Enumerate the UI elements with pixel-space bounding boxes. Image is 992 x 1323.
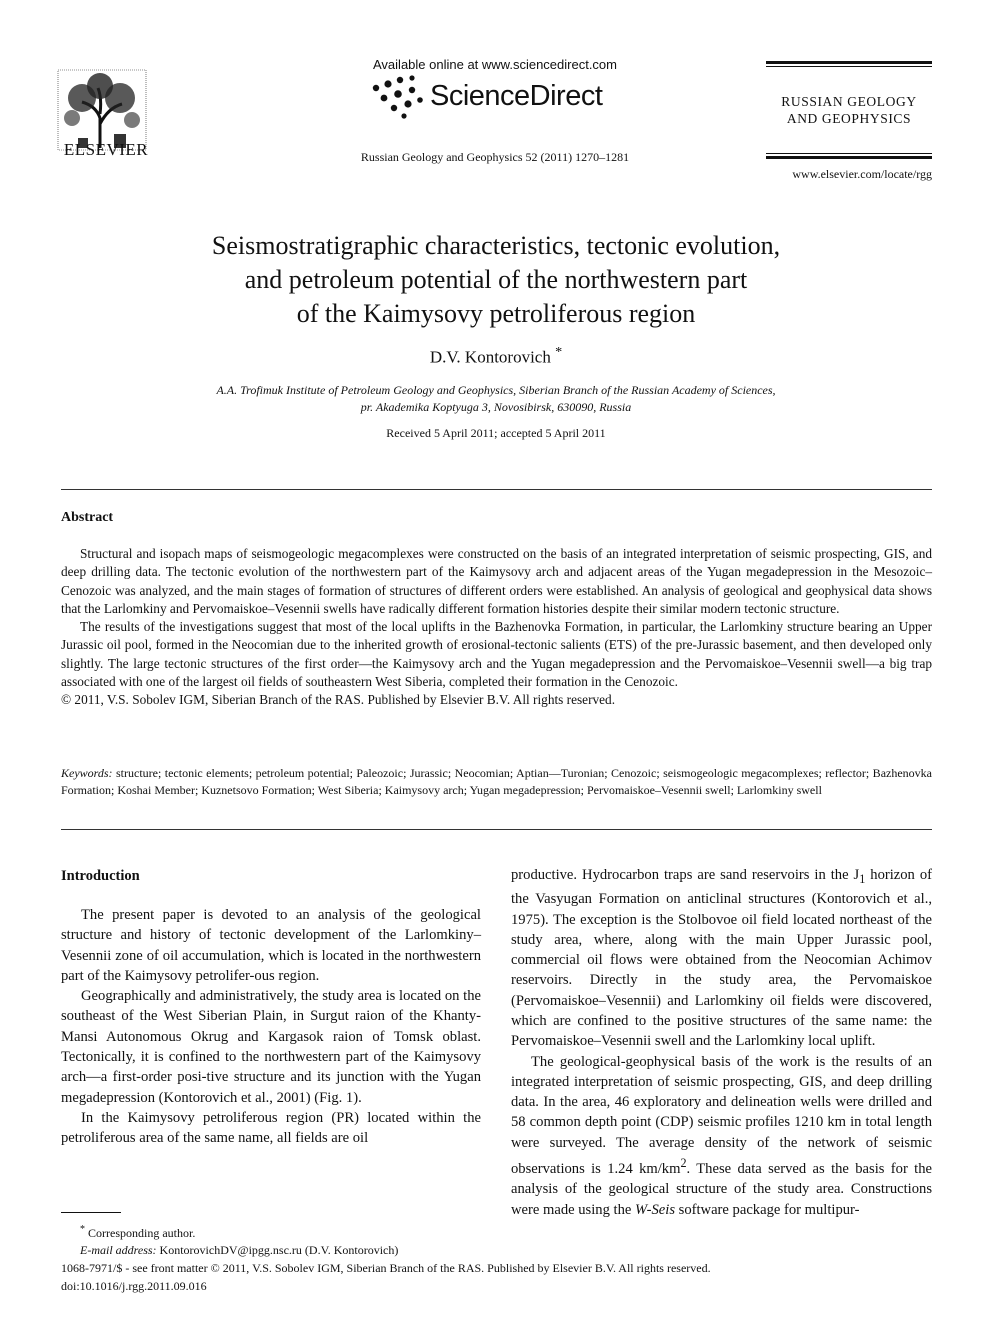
received-dates: Received 5 April 2011; accepted 5 April 2011 <box>386 426 606 440</box>
email-address[interactable]: KontorovichDV@ipgg.nsc.ru (D.V. Kontorovich) <box>159 1243 399 1257</box>
journal-citation: Russian Geology and Geophysics 52 (2011) 1270–1281 <box>360 150 630 164</box>
abstract-heading: Abstract <box>61 510 114 525</box>
body-paragraph: The present paper is devoted to an analysis of the geological structure and history of tectonic development of the Larlomkiny–Vesennii zone of oil accumulation, which is located in the northwestern part of the Kaimysovy petrolifer-ous region. <box>61 907 481 984</box>
journal-url-link[interactable]: www.elsevier.com/locate/rgg <box>792 167 932 181</box>
email-label: E-mail address: <box>80 1243 157 1257</box>
sciencedirect-dots-icon <box>370 74 430 120</box>
footnote <box>61 1221 501 1259</box>
journal-name-line: RUSSIAN GEOLOGY <box>781 94 917 109</box>
footnote-line <box>61 1221 501 1242</box>
body-paragraph <box>511 1052 932 1220</box>
corresponding-author-note: Corresponding author. <box>88 1226 196 1240</box>
title-line: Seismostratigraphic characteristics, tectonic evolution, <box>211 231 781 260</box>
front-matter <box>61 1260 932 1295</box>
abstract-paragraph: The results of the investigations suggest that most of the local uplifts in the Bazhenovka Formation, in particular, the Larlomkiny structure bearing an Upper Jurassic oil pool, formed in the Neocomian due to the inherited growth of erosional-tectonic salients (ETS) of the pre-Jurassic basement, and then developed only slightly. The large tectonic structures of the first order—the Kaimysovy arch and the Yugan megadepression and the Pervomaiskoe–Vesennii swell—a big trap associated with one of the largest oil fields of southeastern West Siberia, completed their formation in the Cenozoic. <box>61 619 932 690</box>
keywords-label: Keywords: <box>61 766 113 780</box>
keywords-list: structure; tectonic elements; petroleum potential; Paleozoic; Jurassic; Neocomian; Aptian—Turonian; Cenozoic; seismogeologic megacomplexes; reflector; Bazhenovka Formation; Koshai Member; Kuznetsovo Formation; West Siberia; Kaimysovy arch; Yugan megadepression; Pervomaiskoe–Vesennii swell; Larlomkiny swell <box>61 766 932 797</box>
section-divider <box>61 489 932 490</box>
introduction-heading: Introduction <box>61 868 140 884</box>
text-run: . These data served as the basis for the analysis of the geological structure of the study area. Constructions were made using the <box>511 1160 932 1218</box>
keywords <box>61 765 932 798</box>
text-run: software package for multipur- <box>675 1201 860 1218</box>
copyright-line: © 2011, V.S. Sobolev IGM, Siberian Branch of the RAS. Published by Elsevier B.V. All rights reserved. <box>61 692 616 708</box>
body-paragraph <box>511 865 932 1052</box>
sciencedirect-wordmark: ScienceDirect <box>430 80 603 112</box>
affiliation <box>100 382 892 416</box>
header-rule <box>766 66 932 67</box>
left-column <box>61 905 481 1149</box>
corresponding-author-mark[interactable]: * <box>555 344 563 360</box>
journal-name <box>766 93 932 127</box>
text-run: productive. Hydrocarbon traps are sand reservoirs in the J <box>511 867 860 883</box>
issn-line: 1068-7971/$ - see front matter © 2011, V.S. Sobolev IGM, Siberian Branch of the RAS. Published by Elsevier B.V. All rights reserved. <box>61 1261 711 1275</box>
abstract-body <box>61 545 932 710</box>
footnote-mark: * <box>80 1224 85 1235</box>
text-run: horizon of the Vasyugan Formation on anticlinal structures (Kontorovich et al., 1975). The exception is the Stolbovoe oil field located northeast of the study area, where, along with the main Upper Jurassic pool, commercial oil flows were obtained from the Neocomian Achimov reservoirs. Directly in the study area, the Pervomaiskoe (Pervomaiskoe–Vesennii) and Larlomkiny oil fields were discovered, which are confined to the positive structures of the same name: the Pervomaiskoe–Vesennii swell and the Larlomkiny local uplift. <box>511 867 932 1050</box>
journal-name-line: AND GEOPHYSICS <box>786 111 912 126</box>
body-paragraph: Geographically and administratively, the study area is located on the southeast of the West Siberian Plain, in Surgut raion of the Khanty-Mansi Autonomous Okrug and Kargasok raion of Tomsk oblast. Tectonically, it is confined to the northwestern part of the Kaimysovy arch—a first-order posi-tive structure and its junction with the Yugan megadepression (Kontorovich et al., 2001) (Fig. 1). <box>61 988 481 1106</box>
doi-link[interactable]: doi:10.1016/j.rgg.2011.09.016 <box>61 1278 207 1293</box>
subscript: 1 <box>859 871 866 886</box>
affiliation-line: A.A. Trofimuk Institute of Petroleum Geology and Geophysics, Siberian Branch of the Russian Academy of Sciences, <box>216 383 776 397</box>
affiliation-line: pr. Akademika Koptyuga 3, Novosibirsk, 630090, Russia <box>360 400 632 414</box>
abstract-paragraph: Structural and isopach maps of seismogeologic megacomplexes were constructed on the basis of an integrated interpretation of seismic prospecting, GIS, and deep drilling data. The tectonic evolution of the northwestern part of the Kaimysovy arch and adjacent areas of the Yugan megadepression in the Mesozoic–Cenozoic was analyzed, and the main stages of formation of structures of different orders were established. An analysis of geological and geophysical data shows that the Larlomkiny and Pervomaiskoe–Vesennii swells have radically different formation histories despite their similar modern tectonic structure. <box>61 546 932 616</box>
text-run: The geological-geophysical basis of the work is the results of an integrated interpretation of seismic prospecting, GIS, and deep drilling data. In the area, 46 exploratory and delineation wells were drilled and 58 common depth point (CDP) seismic profiles 1210 km in total length were surveyed. The average density of the network of seismic observations is 1.24 km/km <box>511 1053 932 1177</box>
author-line <box>300 344 692 368</box>
author-name: D.V. Kontorovich <box>429 347 551 367</box>
footnote-line <box>61 1242 501 1259</box>
article-title <box>120 229 872 331</box>
header-rule <box>766 61 932 64</box>
superscript: 2 <box>680 1156 687 1171</box>
header-rule <box>766 153 932 154</box>
section-divider <box>61 829 932 830</box>
available-online-text: Available online at www.sciencedirect.com <box>373 57 617 72</box>
title-line: of the Kaimysovy petroliferous region <box>296 299 696 328</box>
publisher-name: ELSEVIER <box>63 140 149 159</box>
title-line: and petroleum potential of the northwestern part <box>244 265 748 294</box>
software-name: W-Seis <box>635 1201 675 1218</box>
header-rule <box>766 156 932 159</box>
body-paragraph: In the Kaimysovy petroliferous region (PR) located within the petroliferous area of the same name, all fields are oil <box>61 1109 481 1147</box>
right-column <box>511 865 932 1220</box>
footnote-rule <box>61 1212 121 1213</box>
